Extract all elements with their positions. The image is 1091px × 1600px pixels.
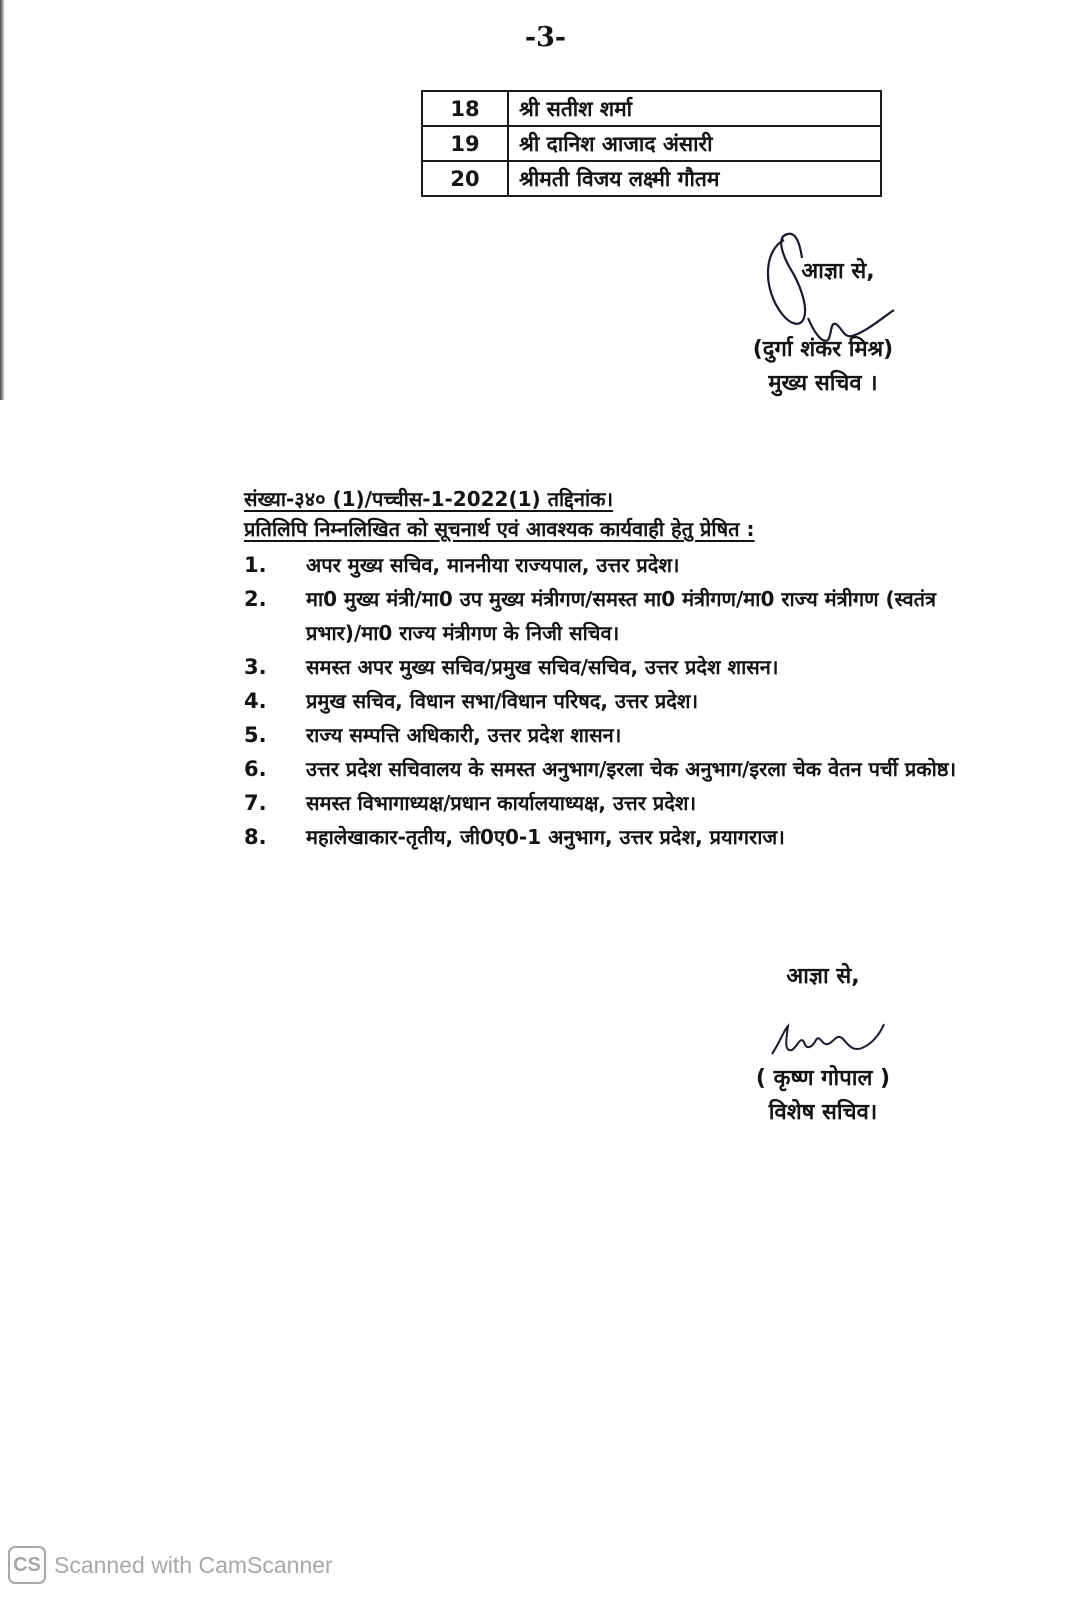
signatory-designation: मुख्य सचिव ।: [768, 371, 878, 396]
list-item: 3. समस्त अपर मुख्य सचिव/प्रमुख सचिव/सचिव, उत्तर प्रदेश शासन।: [244, 655, 779, 679]
memo-intro: प्रतिलिपि निम्नलिखित को सूचनार्थ एवं आवश्यक कार्यवाही हेतु प्रेषित :: [244, 517, 755, 541]
list-item: 8. महालेखाकार-तृतीय, जी0ए0-1 अनुभाग, उत्तर प्रदेश, प्रयागराज।: [244, 825, 785, 849]
watermark-text: Scanned with CamScanner: [54, 1551, 333, 1578]
copy-memo: [244, 484, 984, 854]
member-name: श्रीमती विजय लक्ष्मी गौतम: [508, 161, 881, 196]
signatory-designation: विशेष सचिव।: [768, 1100, 878, 1125]
row-number: 18: [422, 91, 508, 126]
table-row: [422, 91, 881, 126]
row-number: 19: [422, 126, 508, 161]
page-number: -3-: [524, 22, 567, 53]
member-name: श्री दानिश आजाद अंसारी: [508, 126, 881, 161]
table-row: [422, 161, 881, 196]
list-item: 1. अपर मुख्य सचिव, माननीया राज्यपाल, उत्तर प्रदेश।: [244, 553, 680, 577]
chief-secretary-sign-block: [738, 255, 908, 401]
list-item: 5. राज्य सम्पत्ति अधिकारी, उत्तर प्रदेश शासन।: [244, 723, 622, 747]
scan-edge-shadow: [0, 0, 4, 400]
recipient-list: [244, 548, 984, 854]
camscanner-logo-icon: CS: [8, 1546, 46, 1584]
member-name: श्री सतीश शर्मा: [508, 91, 881, 126]
order-text: आज्ञा से,: [786, 964, 860, 989]
list-item: 2. मा0 मुख्य मंत्री/मा0 उप मुख्य मंत्रीगण/समस्त मा0 मंत्रीगण/मा0 राज्य मंत्रीगण (स्वतंत्र प्रभार)/मा0 राज्य मंत्रीगण के निजी सचिव।: [244, 587, 937, 645]
signatory-name: ( कृष्ण गोपाल ): [755, 1066, 891, 1091]
table-row: [422, 126, 881, 161]
camscanner-watermark: [8, 1546, 333, 1584]
memo-reference: संख्या-३४० (1)/पच्चीस-1-2022(1) तद्दिनांक।: [244, 487, 614, 511]
members-table: [421, 90, 882, 197]
special-secretary-sign-block: [738, 960, 908, 1130]
list-item: 6. उत्तर प्रदेश सचिवालय के समस्त अनुभाग/इरला चेक अनुभाग/इरला चेक वेतन पर्ची प्रकोष्ठ।: [244, 757, 957, 781]
row-number: 20: [422, 161, 508, 196]
signatory-name: (दुर्गा शंकर मिश्र): [752, 337, 894, 362]
list-item: 4. प्रमुख सचिव, विधान सभा/विधान परिषद, उत्तर प्रदेश।: [244, 689, 699, 713]
order-text: आज्ञा से,: [801, 259, 875, 284]
list-item: 7. समस्त विभागाध्यक्ष/प्रधान कार्यालयाध्यक्ष, उत्तर प्रदेश।: [244, 791, 697, 815]
